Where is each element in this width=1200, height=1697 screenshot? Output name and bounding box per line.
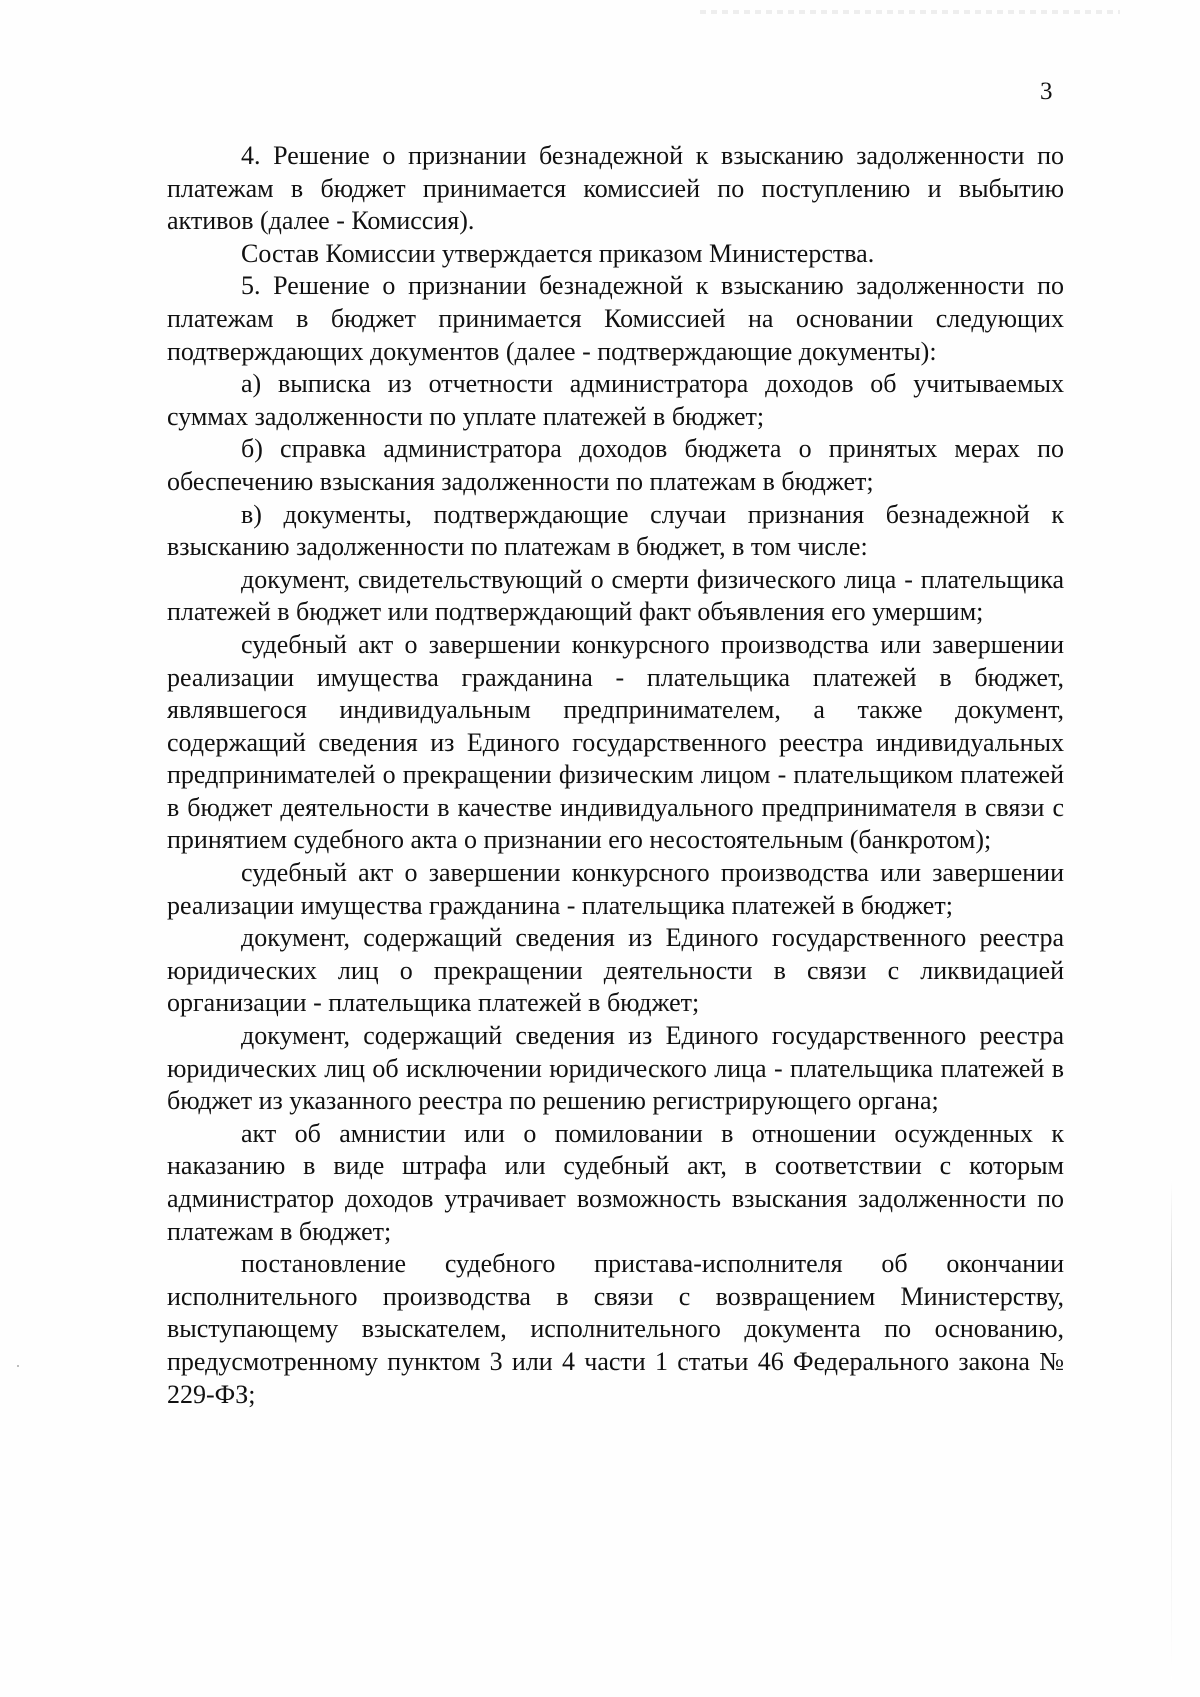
paragraph-court-act-entrepreneur: судебный акт о завершении конкурсного производства или завершении реализации имущества гражданина - плательщика платежей в бюджет, являвшегося индивидуальным предпринимателем, а также документ, содержащий сведения из Единого государственного реестра индивидуальных предпринимателей о прекращении физическим лицом - плательщиком платежей в бюджет деятельности в качестве индивидуального предпринимателя в связи с принятием судебного акта о признании его несостоятельным (банкротом); [167,629,1064,855]
paragraph-bailiff-resolution: постановление судебного пристава-исполнителя об окончании исполнительного производства в связи с возвращением Министерству, выступающему взыскателем, исполнительного документа по основанию, предусмотренному пунктом 3 или 4 части 1 статьи 46 Федерального закона № 229-ФЗ; [167,1249,1064,1409]
paragraph-subitem-v: в) документы, подтверждающие случаи признания безнадежной к взысканию задолженности по платежам в бюджет, в том числе: [167,499,1064,562]
paragraph-amnesty-act: акт об амнистии или о помиловании в отношении осужденных к наказанию в виде штрафа или судебный акт, в соответствии с которым администратор доходов утрачивает возможность взыскания задолженности по платежам в бюджет; [167,1118,1064,1246]
scan-artifact-edge [1171,1180,1172,1680]
paragraph-liquidation-document: документ, содержащий сведения из Единого государственного реестра юридических лиц о прекращении деятельности в связи с ликвидацией организации - плательщика платежей в бюджет; [167,923,1064,1018]
paragraph-subitem-b: б) справка администратора доходов бюджета о принятых мерах по обеспечению взыскания задолженности по платежам в бюджет; [167,434,1064,496]
page-number: 3 [1040,78,1053,105]
scan-artifact-dot [17,1365,19,1367]
paragraph-exclusion-document: документ, содержащий сведения из Единого государственного реестра юридических лиц об исключении юридического лица - плательщика платежей в бюджет из указанного реестра по решению регистрирующего органа; [167,1021,1064,1116]
paragraph-death-document: документ, свидетельствующий о смерти физического лица - плательщика платежей в бюджет или подтверждающий факт объявления его умершим; [167,564,1064,627]
scan-artifact-top [700,10,1120,14]
document-body [167,140,1064,1411]
paragraph-item-5: 5. Решение о признании безнадежной к взысканию задолженности по платежам в бюджет принимается Комиссией на основании следующих подтверждающих документов (далее - подтверждающие документы): [167,271,1064,366]
paragraph-item-4: 4. Решение о признании безнадежной к взысканию задолженности по платежам в бюджет принимается комиссией по поступлению и выбытию активов (далее - Комиссия). [167,141,1064,236]
paragraph-commission-composition: Состав Комиссии утверждается приказом Министерства. [241,238,875,268]
paragraph-court-act-citizen: судебный акт о завершении конкурсного производства или завершении реализации имущества гражданина - плательщика платежей в бюджет; [167,858,1064,920]
paragraph-subitem-a: а) выписка из отчетности администратора доходов об учитываемых суммах задолженности по уплате платежей в бюджет; [167,369,1064,431]
